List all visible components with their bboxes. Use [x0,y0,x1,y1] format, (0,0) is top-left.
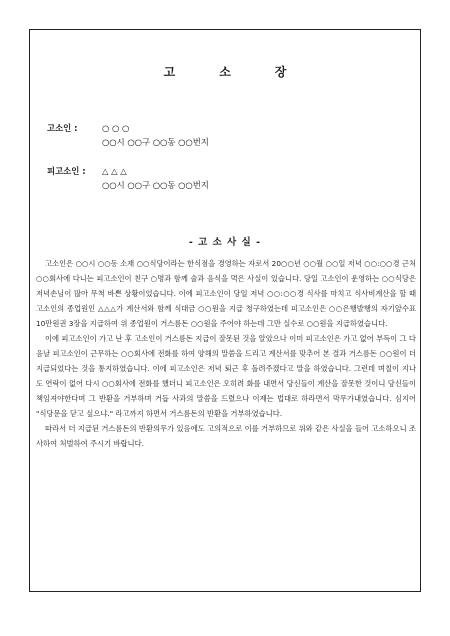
section-title: - 고 소 사 실 - [188,237,262,248]
title-char: 장 [274,65,287,79]
title-char: 소 [219,65,231,79]
accused-name: △ △ △ [102,166,127,176]
title-char: 고 [163,65,176,79]
complainant-address: ○○시 ○○구 ○○동 ○○번지 [102,137,209,147]
accused-label: 피고소인 : [47,166,86,176]
paragraph: 따라서 더 지급된 거스름돈의 반환의무가 있음에도 고의적으로 이를 거부하므로 위와 같은 사실을 들어 고소하오니 조사하여 처벌하여 주시기 바랍니다. [36,424,416,448]
accused-address: ○○시 ○○구 ○○동 ○○번지 [102,180,209,190]
paragraph: 고소인은 ○○시 ○○동 소재 ○○식당이라는 한식점을 경영하는 자로서 20○○년 ○○월 ○○일 저녁 ○○:○○경 근처 ○○회사에 다니는 피고소인이 친구 ○명과 함께 술과 음식을 먹은 사실이 있습니다. 당일 고소인이 운영하는 ○○식당은 저녁손님이 많아 무척 바쁜 상황이었습니다. 이에 피고소인이 당일 저녁 ○○:○○경 식사를 마치고 식사비계산을 할 때 고소인의 종업원인 △△△가 계산서와 함께 식대금 ○○원을 지급 청구하였는데 피고소인은 ○○은행발행의 자기앞수표 10만원권 3장을 지급하여 위 종업원이 거스름돈 ○○원을 주어야 하는데 그만 실수로 ○○원을 지급하였습니다. [36,259,416,328]
document-title [30,63,420,80]
complainant-name: ○ ○ ○ [102,123,130,133]
paragraph: 이에 피고소인이 가고 난 후 고소인이 거스름돈 지급이 잘못된 것을 알았으나 이미 피고소인은 가고 없어 부득이 그 다음날 피고소인이 근무하는 ○○회사에 전화를 하여 양해의 말씀을 드리고 계산서를 맞추어 본 결과 거스름돈 ○○원이 더 지급되었다는 것을 통지하였습니다. 이에 피고소인은 저녁 퇴근 후 돌려주겠다고 말을 하였습니다. 그런데 며칠이 지나도 연락이 없어 다시 ○○회사에 전화를 했더니 피고소인은 오히려 화를 내면서 당신들이 계산을 잘못한 것이니 당신들이 책임져야한다며 그 반환을 거부하며 거듭 사과의 말씀을 드렸으나 이제는 법대로 하라면서 막무가내였습니다. 심지어 "식당문을 닫고 싶으냐." 라고까지 하면서 거스름돈의 반환을 거부하였습니다. [36,334,416,418]
complainant-block [47,121,209,149]
accused-block [47,164,209,192]
document-frame [29,29,421,592]
complainant-label: 고소인 : [47,123,78,133]
complaint-facts [36,256,416,451]
